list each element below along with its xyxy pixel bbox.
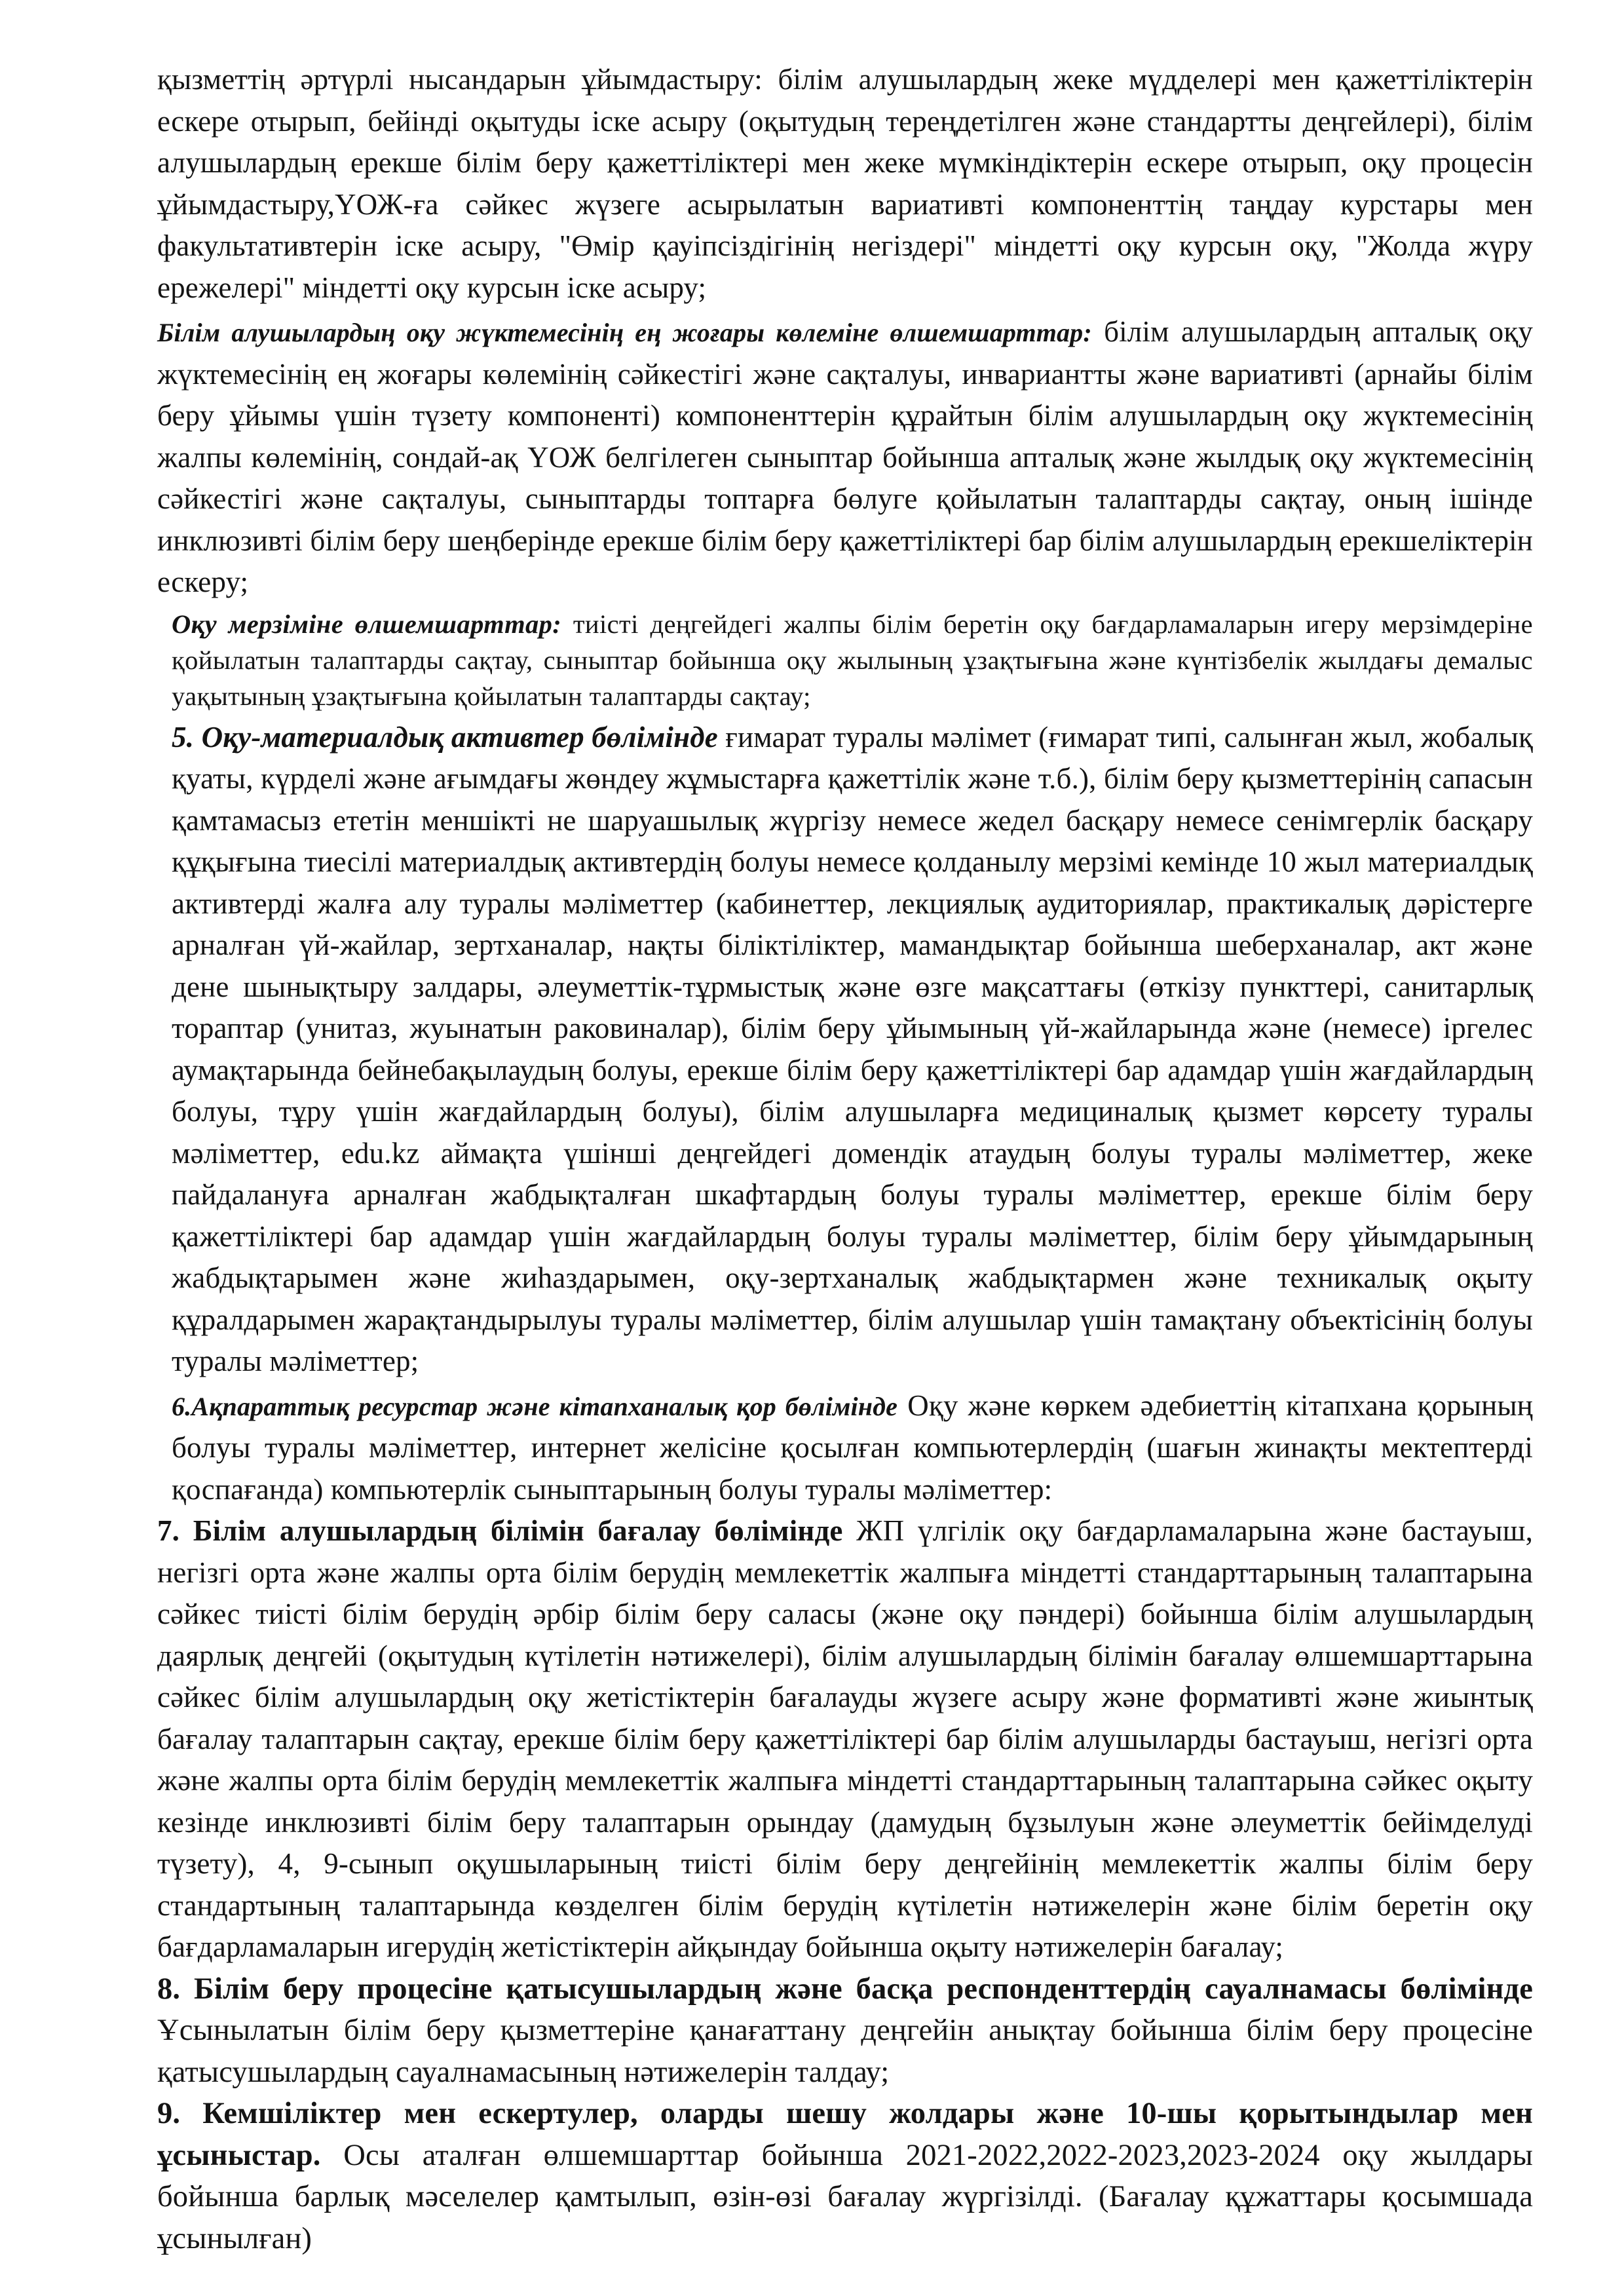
paragraph-material-assets xyxy=(157,717,1533,1383)
section-heading: 5. Оқу-материалдық активтер бөлімінде xyxy=(172,720,718,754)
paragraph-conclusions xyxy=(157,2093,1533,2259)
paragraph-text: ғимарат туралы мәлімет (ғимарат типі, салынған жыл, жобалық қуаты, күрделі және ағымдағы жөндеу жұмыстарға қажеттілік және т.б.), білім беру қызметтерінің сапасын қамтамасыз ететін меншікті не шаруашылық жүргізу немесе жедел басқару немесе сенімгерлік басқару құқығына тиесілі материалдық активтердің болуы немесе қолданылу мерзімі кемінде 10 жыл материалдық активтерді жалға алу туралы мәліметтер (кабинеттер, лекциялық аудиториялар, практикалық дәрістерге арналған үй-жайлар, зертханалар, нақты біліктіліктер, мамандықтар бойынша шеберханалар, акт және дене шынықтыру залдары, әлеуметтік-тұрмыстық және өзге мақсаттағы (өткізу пункттері, санитарлық тораптар (унитаз, жуынатын раковиналар), білім беру ұйымының үй-жайларында және (немесе) іргелес аумақтарында бейнебақылаудың болуы, ерекше білім беру қажеттіліктері бар адамдар үшін жағдайлардың болуы, тұру үшін жағдайлардың болуы), білім алушыларға медициналық қызмет көрсету туралы мәліметтер, edu.kz аймақта үшінші деңгейдегі домендік атаудың болуы туралы мәліметтер, жеке пайдалануға арналған жабдықталған шкафтардың болуы туралы мәліметтер, ерекше білім беру қажеттіліктері бар адамдар үшін жағдайлардың болуы туралы мәліметтер, білім беру ұйымдарының жабдықтарымен және жиһаздарымен, оқу-зертханалық жабдықтармен және техникалық оқыту құралдарымен жарақтандырылуы туралы мәліметтер, білім алушылар үшін тамақтану объектісінің болуы туралы мәліметтер; xyxy=(172,720,1533,1377)
paragraph-text: Ұсынылатын білім беру қызметтеріне қанағаттану деңгейін анықтау бойынша білім беру процесіне қатысушылардың сауалнамасының нәтижелерін талдау; xyxy=(157,2014,1533,2089)
section-heading: 6.Ақпараттық ресурстар және кітапханалық қор бөлімінде xyxy=(172,1391,898,1421)
section-heading: Оқу мерзіміне өлшемшарттар: xyxy=(172,609,562,639)
document-page xyxy=(157,59,1533,2259)
paragraph-text: Оқу және көркем әдебиеттің кітапхана қорының болуы туралы мәліметтер, интернет желісіне қосылған компьютерлердің (шағын жинақты мектептерді қоспағанда) компьютерлік сыныптарының болуы туралы мәліметтер: xyxy=(172,1388,1533,1506)
section-heading: 8. Білім беру процесіне қатысушылардың және басқа респонденттердің сауалнамасы бөлімінде xyxy=(157,1972,1533,2006)
paragraph-text: тиісті деңгейдегі жалпы білім беретін оқу бағдарламаларын игеру мерзімдеріне қойылатын талаптарды сақтау, сыныптар бойынша оқу жылының ұзақтығына және күнтізбелік жылдағы демалыс уақытының ұзақтығына қойылатын талаптарды сақтау; xyxy=(172,609,1533,711)
paragraph-organization-forms xyxy=(157,59,1533,309)
paragraph-text: ЖП үлгілік оқу бағдарламаларына және бастауыш, негізгі орта және жалпы орта білім берудің мемлекеттік жалпыға міндетті стандарттарының талаптарына сәйкес тиісті білім берудің әрбір білім беру саласы (және оқу пәндері) бойынша білім алушылардың даярлық деңгейі (оқытудың күтілетін нәтижелері), білім алушылардың білімін бағалау өлшемшарттарына сәйкес білім алушылардың оқу жетістіктерін бағалауды жүзеге асыру және формативті және жиынтық бағалау талаптарын сақтау, ерекше білім беру қажеттіліктері бар білім алушыларды бастауыш, негізгі орта және жалпы орта білім берудің мемлекеттік жалпыға міндетті стандарттарының талаптарына сәйкес оқыту кезінде инклюзивті білім беру талаптарын орындау (дамудың бұзылуын және әлеуметтік бейімделуді түзету), 4, 9-сынып оқушыларының тиісті білім беру деңгейінің мемлекеттік жалпы білім беру стандартының талаптарында көзделген білім берудің күтілетін нәтижелерін және білім беретін оқу бағдарламаларын игерудің жетістіктерін айқындау бойынша оқыту нәтижелерін бағалау; xyxy=(157,1514,1533,1963)
section-heading: 7. Білім алушылардың білімін бағалау бөлімінде xyxy=(157,1514,843,1547)
paragraph-information-resources xyxy=(157,1385,1533,1511)
paragraph-text: білім алушылардың апталық оқу жүктемесінің ең жоғары көлемінің сәйкестігі және сақталуы, инвариантты және вариативті (арнайы білім беру ұйымы үшін түзету компоненті) компоненттерін құрайтын білім алушылардың оқу жүктемесінің жалпы көлемінің, сондай-ақ ҮОЖ белгілеген сыныптар бойынша апталық және жылдық оқу жүктемесінің сәйкестігі және сақталуы, сыныптарды топтарға бөлуге қойылатын талаптарды сақтау, оның ішінде инклюзивті білім беру шеңберінде ерекше білім беру қажеттіліктері бар білім алушылардың ерекшеліктерін ескеру; xyxy=(157,315,1533,598)
paragraph-knowledge-assessment xyxy=(157,1510,1533,1968)
paragraph-study-period-criteria xyxy=(157,606,1533,714)
paragraph-text: Осы аталған өлшемшарттар бойынша 2021-2022,2022-2023,2023-2024 оқу жылдары бойынша барлық мәселелер қамтылып, өзін-өзі бағалау жүргізілді. (Бағалау құжаттары қосымшада ұсынылған) xyxy=(157,2138,1533,2255)
section-heading: Білім алушылардың оқу жүктемесінің ең жоғары көлеміне өлшемшарттар: xyxy=(157,318,1092,347)
paragraph-survey xyxy=(157,1968,1533,2094)
section-heading: 9. Кемшіліктер мен ескертулер, оларды шешу жолдары және 10-шы қорытындылар мен ұсыныстар. xyxy=(157,2097,1533,2172)
paragraph-workload-criteria xyxy=(157,311,1533,603)
paragraph-text: қызметтің әртүрлі нысандарын ұйымдастыру: білім алушылардың жеке мүдделері мен қажеттіліктерін ескере отырып, бейінді оқытуды іске асыру (оқытудың тереңдетілген және стандартты деңгейлері), білім алушылардың ерекше білім беру қажеттіліктері мен жеке мүмкіндіктерін ескере отырып, оқу процесін ұйымдастыру,ҮОЖ-ға сәйкес жүзеге асырылатын вариативті компоненттің таңдау курстары мен факультативтерін іске асыру, "Өмір қауіпсіздігінің негіздері" міндетті оқу курсын оқу, "Жолда жүру ережелері" міндетті оқу курсын іске асыру; xyxy=(157,63,1533,304)
